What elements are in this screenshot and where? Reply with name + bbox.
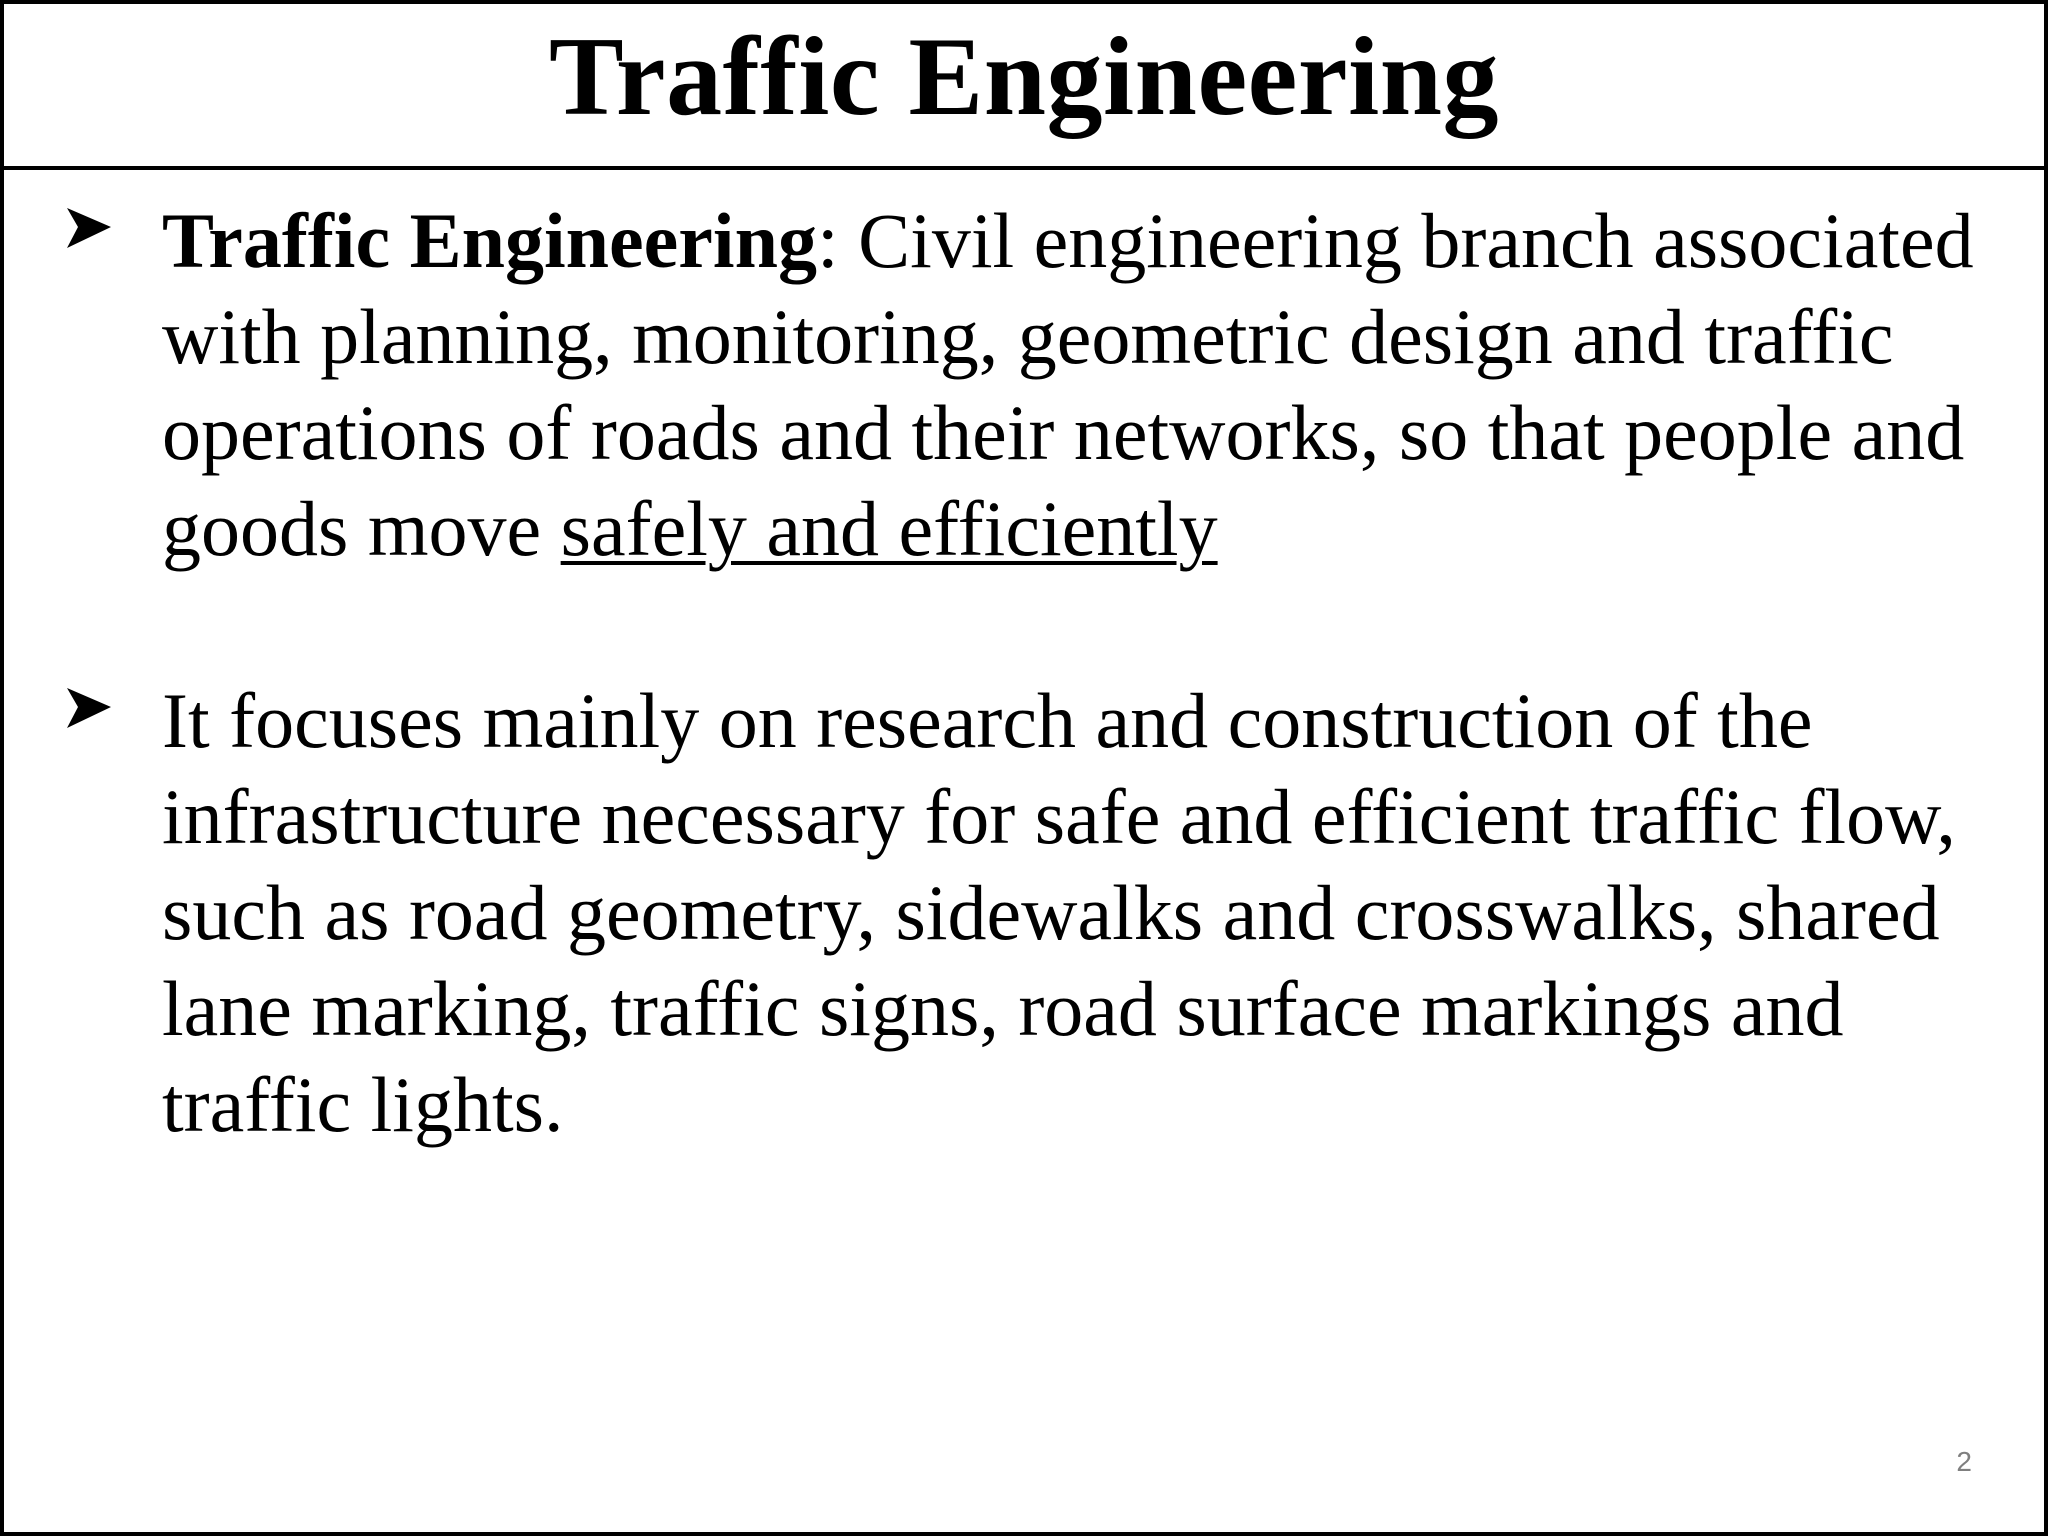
bullet-1-line-2: with planning, monitoring, geometric design and traffic xyxy=(162,293,1894,380)
page-number: 2 xyxy=(1956,1446,1972,1477)
bullet-1-term: Traffic Engineering xyxy=(162,197,817,284)
arrowhead-bullet-icon xyxy=(64,204,114,254)
bullet-2-line-1: It focuses mainly on research and construction of the xyxy=(162,677,1813,764)
arrowhead-bullet-icon xyxy=(64,684,114,734)
bullet-2-line-5: traffic lights. xyxy=(162,1061,564,1148)
title-bar xyxy=(4,4,2044,170)
bullet-2-line-4: lane marking, traffic signs, road surface markings and xyxy=(162,965,1844,1052)
bullet-1-line-4 xyxy=(162,485,1218,572)
bullet-2-line-3: such as road geometry, sidewalks and crosswalks, shared xyxy=(162,869,1940,956)
bullet-1-line-1-text: : Civil engineering branch associated xyxy=(816,197,1974,284)
bullet-1-emphasis: safely and efficiently xyxy=(560,485,1218,572)
slide-title: Traffic Engineering xyxy=(549,15,1499,139)
bullet-1-line-3: operations of roads and their networks, so that people and xyxy=(162,389,1965,476)
bullet-2-line-2: infrastructure necessary for safe and efficient traffic flow, xyxy=(162,773,1956,860)
bullet-1-line-1 xyxy=(162,197,1974,284)
bullet-1-line-4-text: goods move xyxy=(162,485,561,572)
